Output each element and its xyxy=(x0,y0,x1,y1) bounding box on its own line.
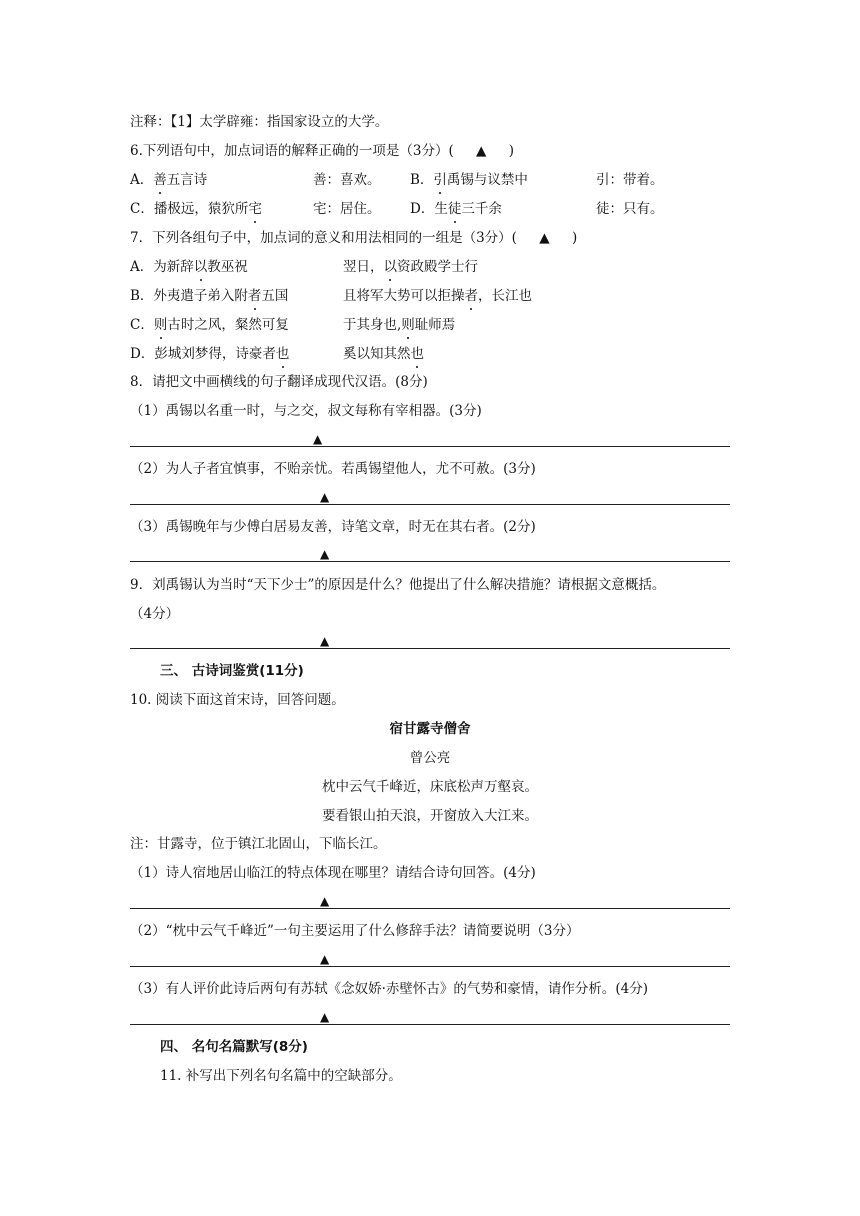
q7-option-c-left: C．则古时之风，粲然可复 xyxy=(130,317,289,333)
question-10-stem: 10. 阅读下面这首宋诗，回答问题。 xyxy=(130,692,345,708)
question-7-text: 7．下列各组句子中，加点词的意义和用法相同的一组是（3分）( xyxy=(130,230,517,246)
q7-option-d-right: 奚以知其然也 xyxy=(343,346,424,362)
answer-line[interactable] xyxy=(130,1024,730,1025)
q6-option-c: C．播极远，猿狖所宅 xyxy=(130,201,262,217)
q6-option-c-gloss: 宅：居住。 xyxy=(313,201,381,217)
q6-option-a: A．善五言诗 xyxy=(130,172,208,188)
dotted-word: 则 xyxy=(401,317,415,333)
dotted-word: 也 xyxy=(275,346,290,362)
answer-marker: ▲ xyxy=(313,432,323,446)
q6-option-b: B．引禹锡与议禁中 xyxy=(410,172,528,188)
section-4-heading: 四、 名句名篇默写(8分) xyxy=(160,1039,308,1055)
answer-line[interactable] xyxy=(130,446,730,447)
answer-marker: ▲ xyxy=(320,547,330,561)
question-8-sub-1: （1）禹锡以名重一时，与之交，叔文每称有宰相器。(3分) xyxy=(130,403,482,419)
question-9-stem: 9．刘禹锡认为当时“天下少士”的原因是什么？他提出了什么解决措施？请根据文意概括。 xyxy=(130,577,666,593)
poem-note: 注：甘露寺，位于镇江北固山，下临长江。 xyxy=(130,836,387,852)
question-10-sub-2: （2）“枕中云气千峰近”一句主要运用了什么修辞手法？请简要说明（3分） xyxy=(130,923,580,939)
question-10-sub-1: （1）诗人宿地居山临江的特点体现在哪里？请结合诗句回答。(4分) xyxy=(130,865,536,881)
dotted-word: 者 xyxy=(464,288,478,304)
q7-option-b-left: B．外夷遣子弟入附者五国 xyxy=(130,288,289,304)
question-10-sub-3: （3）有人评价此诗后两句有苏轼《念奴娇·赤壁怀古》的气势和豪情，请作分析。(4分) xyxy=(130,981,649,997)
answer-marker: ▲ xyxy=(476,143,487,159)
answer-line[interactable] xyxy=(130,561,730,562)
question-8-stem: 8．请把文中画横线的句子翻译成现代汉语。(8分) xyxy=(130,374,428,390)
section-3-heading: 三、 古诗词鉴赏(11分) xyxy=(160,663,304,679)
answer-marker: ▲ xyxy=(320,894,330,908)
poem-author: 曾公亮 xyxy=(409,750,451,766)
poem-line-2: 要看银山拍天浪，开窗放入大江来。 xyxy=(322,808,538,824)
answer-line[interactable] xyxy=(130,648,730,649)
q7-option-d-left: D．彭城刘梦得，诗豪者也 xyxy=(130,346,290,362)
question-8-sub-3: （3）禹锡晚年与少傅白居易友善，诗笔文章，时无在其右者。(2分) xyxy=(130,519,536,535)
q7-option-a-right: 翌日，以资政殿学士行 xyxy=(343,259,478,275)
answer-marker: ▲ xyxy=(320,952,330,966)
answer-line[interactable] xyxy=(130,966,730,967)
q7-option-a-left: A．为新辞以教巫祝 xyxy=(130,259,248,275)
question-9-score: （4分） xyxy=(130,606,180,622)
dotted-word: 徒 xyxy=(447,201,462,217)
q7-option-c-right: 于其身也,则耻师焉 xyxy=(343,317,456,333)
dotted-word: 引 xyxy=(433,172,447,188)
q6-option-a-gloss: 善：喜欢。 xyxy=(313,172,381,188)
q7-option-b-right: 且将军大势可以拒操者，长江也 xyxy=(343,288,532,304)
dotted-word: 善 xyxy=(153,172,167,188)
dotted-word: 宅 xyxy=(248,201,262,217)
poem-title: 宿甘露寺僧舍 xyxy=(389,721,471,737)
question-7-close: ) xyxy=(571,230,578,246)
dotted-word: 也 xyxy=(410,346,424,362)
annotation-note: 注释：【1】太学辟雍：指国家设立的大学。 xyxy=(130,114,389,130)
q6-option-d-gloss: 徒：只有。 xyxy=(596,201,664,217)
dotted-word: 则 xyxy=(153,317,168,333)
question-6-text: 6.下列语句中，加点词语的解释正确的一项是（3分）( xyxy=(130,143,454,159)
answer-marker: ▲ xyxy=(320,634,330,648)
question-8-sub-2: （2）为人子者宜慎事，不贻亲忧。若禹锡望他人，尤不可赦。(3分) xyxy=(130,461,536,477)
poem-line-1: 枕中云气千峰近，床底松声万壑哀。 xyxy=(322,779,538,795)
answer-marker: ▲ xyxy=(320,1010,330,1024)
dotted-word: 以 xyxy=(383,259,397,275)
q6-option-d: D．生徒三千余 xyxy=(410,201,502,217)
question-6-stem xyxy=(130,141,514,161)
answer-marker: ▲ xyxy=(539,230,550,246)
answer-line[interactable] xyxy=(130,908,730,909)
question-7-stem xyxy=(130,228,577,248)
answer-marker: ▲ xyxy=(320,490,330,504)
answer-line[interactable] xyxy=(130,504,730,505)
question-11-stem: 11. 补写出下列名句名篇中的空缺部分。 xyxy=(160,1068,402,1084)
question-6-close: ) xyxy=(508,143,515,159)
dotted-word: 以 xyxy=(193,259,208,275)
dotted-word: 者 xyxy=(247,288,262,304)
q6-option-b-gloss: 引：带着。 xyxy=(596,172,664,188)
